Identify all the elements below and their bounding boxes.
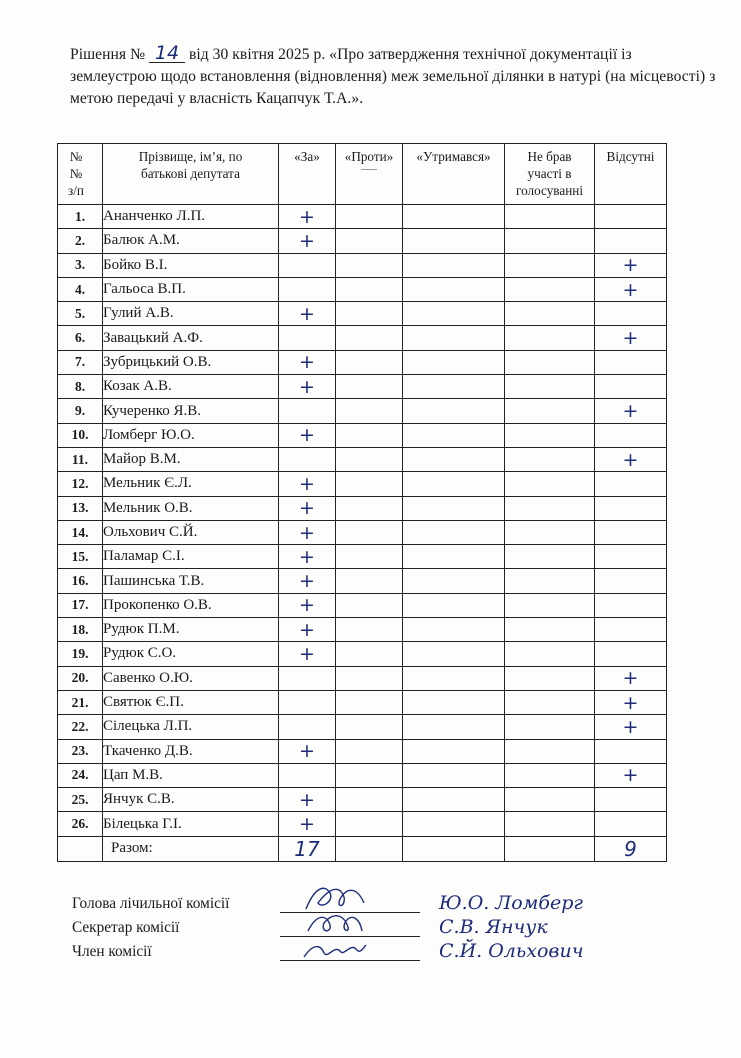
- row-number: 19.: [58, 642, 103, 666]
- row-number: 26.: [58, 812, 103, 836]
- vote-against: [336, 472, 403, 496]
- vote-for: +: [279, 593, 336, 617]
- vote-not-voting: [505, 205, 595, 229]
- vote-abstain: [403, 205, 505, 229]
- deputy-name: Рудюк П.М.: [103, 618, 279, 642]
- total-absent: 9: [595, 836, 667, 861]
- deputy-name: Янчук С.В.: [103, 788, 279, 812]
- row-number: 12.: [58, 472, 103, 496]
- row-number: 2.: [58, 229, 103, 253]
- vote-not-voting: [505, 472, 595, 496]
- vote-abstain: [403, 229, 505, 253]
- table-row: [58, 812, 667, 836]
- deputy-name: Савенко О.Ю.: [103, 666, 279, 690]
- vote-absent: +: [595, 666, 667, 690]
- vote-for: [279, 715, 336, 739]
- vote-not-voting: [505, 520, 595, 544]
- vote-not-voting: [505, 496, 595, 520]
- vote-abstain: [403, 302, 505, 326]
- vote-against: [336, 350, 403, 374]
- vote-for: +: [279, 812, 336, 836]
- vote-absent: [595, 739, 667, 763]
- deputy-name: Пашинська Т.В.: [103, 569, 279, 593]
- vote-against: [336, 593, 403, 617]
- vote-absent: +: [595, 253, 667, 277]
- total-for: 17: [279, 836, 336, 861]
- vote-against: [336, 496, 403, 520]
- vote-for: [279, 690, 336, 714]
- vote-against: [336, 253, 403, 277]
- table-row: [58, 593, 667, 617]
- table-row: [58, 472, 667, 496]
- vote-for: +: [279, 496, 336, 520]
- vote-absent: [595, 593, 667, 617]
- vote-not-voting: [505, 423, 595, 447]
- vote-not-voting: [505, 447, 595, 471]
- vote-abstain: [403, 423, 505, 447]
- deputy-name: Гальоса В.П.: [103, 277, 279, 301]
- vote-against: [336, 447, 403, 471]
- handwritten-signature: [300, 927, 370, 967]
- vote-for: +: [279, 739, 336, 763]
- deputy-name: Майор В.М.: [103, 447, 279, 471]
- table-row: [58, 545, 667, 569]
- row-number: 4.: [58, 277, 103, 301]
- vote-not-voting: [505, 375, 595, 399]
- vote-not-voting: [505, 715, 595, 739]
- vote-for: +: [279, 545, 336, 569]
- vote-absent: [595, 375, 667, 399]
- vote-abstain: [403, 763, 505, 787]
- vote-abstain: [403, 666, 505, 690]
- vote-absent: [595, 229, 667, 253]
- deputy-name: Рудюк С.О.: [103, 642, 279, 666]
- header-for: «За»: [279, 144, 336, 205]
- vote-for: +: [279, 788, 336, 812]
- vote-not-voting: [505, 642, 595, 666]
- vote-absent: [595, 788, 667, 812]
- signature-name: Ю.О. Ломберг: [439, 892, 584, 914]
- vote-absent: [595, 496, 667, 520]
- vote-abstain: [403, 472, 505, 496]
- vote-abstain: [403, 593, 505, 617]
- row-number: 21.: [58, 690, 103, 714]
- vote-for: [279, 666, 336, 690]
- row-number: 9.: [58, 399, 103, 423]
- vote-not-voting: [505, 666, 595, 690]
- vote-abstain: [403, 618, 505, 642]
- vote-not-voting: [505, 690, 595, 714]
- table-row: [58, 229, 667, 253]
- signature-row: [72, 941, 712, 965]
- table-row: [58, 350, 667, 374]
- vote-absent: [595, 642, 667, 666]
- vote-absent: +: [595, 277, 667, 301]
- vote-absent: [595, 472, 667, 496]
- vote-absent: [595, 520, 667, 544]
- vote-for: +: [279, 618, 336, 642]
- row-number: 17.: [58, 593, 103, 617]
- row-number: 1.: [58, 205, 103, 229]
- vote-absent: [595, 205, 667, 229]
- vote-abstain: [403, 569, 505, 593]
- table-row: [58, 205, 667, 229]
- decision-prefix: Рішення №: [70, 46, 146, 63]
- vote-absent: [595, 569, 667, 593]
- vote-not-voting: [505, 399, 595, 423]
- row-number: 8.: [58, 375, 103, 399]
- vote-not-voting: [505, 350, 595, 374]
- vote-for: +: [279, 375, 336, 399]
- vote-absent: +: [595, 447, 667, 471]
- header-absent: Відсутні: [595, 144, 667, 205]
- signature-row: [72, 893, 712, 917]
- vote-for: [279, 253, 336, 277]
- voting-table: [57, 143, 667, 862]
- deputy-name: Балюк А.М.: [103, 229, 279, 253]
- vote-for: +: [279, 229, 336, 253]
- deputy-name: Кучеренко Я.В.: [103, 399, 279, 423]
- vote-against: [336, 423, 403, 447]
- table-row: [58, 375, 667, 399]
- deputy-name: Паламар С.І.: [103, 545, 279, 569]
- vote-against: [336, 763, 403, 787]
- vote-not-voting: [505, 788, 595, 812]
- vote-against: [336, 375, 403, 399]
- vote-against: [336, 788, 403, 812]
- table-header-row: [58, 144, 667, 205]
- deputy-name: Святюк Є.П.: [103, 690, 279, 714]
- row-number: 16.: [58, 569, 103, 593]
- table-row: [58, 739, 667, 763]
- table-row: [58, 423, 667, 447]
- header-num: №№ з/п: [58, 144, 103, 205]
- vote-absent: +: [595, 763, 667, 787]
- decision-title: [70, 44, 720, 110]
- row-number: 15.: [58, 545, 103, 569]
- vote-for: [279, 399, 336, 423]
- header-not-voting: Не брав участі в голосуванні: [505, 144, 595, 205]
- row-number: 7.: [58, 350, 103, 374]
- vote-not-voting: [505, 326, 595, 350]
- signature-role: Член комісії: [72, 943, 152, 960]
- vote-for: +: [279, 520, 336, 544]
- vote-abstain: [403, 375, 505, 399]
- table-row: [58, 277, 667, 301]
- vote-against: [336, 302, 403, 326]
- vote-against: [336, 618, 403, 642]
- vote-absent: [595, 618, 667, 642]
- vote-abstain: [403, 277, 505, 301]
- vote-not-voting: [505, 618, 595, 642]
- header-against: [336, 144, 403, 205]
- vote-for: +: [279, 423, 336, 447]
- vote-absent: [595, 423, 667, 447]
- vote-abstain: [403, 326, 505, 350]
- row-number: 20.: [58, 666, 103, 690]
- signature-role: Секретар комісії: [72, 919, 180, 936]
- header-abstain: «Утримався»: [403, 144, 505, 205]
- deputy-name: Сілецька Л.П.: [103, 715, 279, 739]
- deputy-name: Козак А.В.: [103, 375, 279, 399]
- vote-for: [279, 326, 336, 350]
- table-row: [58, 642, 667, 666]
- vote-not-voting: [505, 229, 595, 253]
- deputy-name: Ткаченко Д.В.: [103, 739, 279, 763]
- vote-abstain: [403, 447, 505, 471]
- signature-name: С.В. Янчук: [439, 916, 548, 938]
- table-row: [58, 569, 667, 593]
- vote-abstain: [403, 642, 505, 666]
- decision-number: 14: [149, 44, 185, 63]
- vote-for: [279, 763, 336, 787]
- vote-against: [336, 569, 403, 593]
- vote-absent: [595, 545, 667, 569]
- vote-abstain: [403, 739, 505, 763]
- row-number: 22.: [58, 715, 103, 739]
- row-number: 5.: [58, 302, 103, 326]
- decision-text: від 30 квітня 2025 р. «Про затвердження технічної документації із землеустрою щодо встановлення (відновлення) меж земельної ділянки в натурі (на місцевості) з метою передачі у власність Кацапчук Т.А.».: [70, 46, 716, 107]
- vote-against: [336, 399, 403, 423]
- vote-against: [336, 326, 403, 350]
- vote-abstain: [403, 520, 505, 544]
- table-row: [58, 253, 667, 277]
- vote-not-voting: [505, 302, 595, 326]
- deputy-name: Ольхович С.Й.: [103, 520, 279, 544]
- vote-absent: +: [595, 715, 667, 739]
- vote-for: +: [279, 205, 336, 229]
- vote-for: +: [279, 642, 336, 666]
- vote-against: [336, 229, 403, 253]
- deputy-name: Білецька Г.І.: [103, 812, 279, 836]
- vote-abstain: [403, 788, 505, 812]
- vote-for: +: [279, 472, 336, 496]
- table-row: [58, 326, 667, 350]
- vote-absent: +: [595, 690, 667, 714]
- deputy-name: Цап М.В.: [103, 763, 279, 787]
- vote-abstain: [403, 690, 505, 714]
- table-row: [58, 763, 667, 787]
- table-row: [58, 618, 667, 642]
- table-row: [58, 302, 667, 326]
- vote-abstain: [403, 812, 505, 836]
- row-number: 25.: [58, 788, 103, 812]
- vote-abstain: [403, 399, 505, 423]
- against-dash: [361, 169, 377, 170]
- table-row: [58, 788, 667, 812]
- deputy-name: Мельник Є.Л.: [103, 472, 279, 496]
- vote-not-voting: [505, 763, 595, 787]
- vote-absent: +: [595, 399, 667, 423]
- row-number: 14.: [58, 520, 103, 544]
- deputy-name: Гулий А.В.: [103, 302, 279, 326]
- vote-absent: [595, 302, 667, 326]
- vote-abstain: [403, 350, 505, 374]
- vote-absent: [595, 350, 667, 374]
- total-label: Разом:: [103, 836, 279, 861]
- deputy-name: Ананченко Л.П.: [103, 205, 279, 229]
- vote-absent: [595, 812, 667, 836]
- vote-for: [279, 447, 336, 471]
- vote-abstain: [403, 253, 505, 277]
- table-row: [58, 666, 667, 690]
- table-row: [58, 690, 667, 714]
- vote-for: [279, 277, 336, 301]
- vote-against: [336, 715, 403, 739]
- header-name: Прізвище, ім’я, по батькові депутата: [103, 144, 279, 205]
- row-number: 11.: [58, 447, 103, 471]
- row-number: 24.: [58, 763, 103, 787]
- vote-against: [336, 690, 403, 714]
- row-number: 13.: [58, 496, 103, 520]
- row-number: 6.: [58, 326, 103, 350]
- table-row: [58, 715, 667, 739]
- deputy-name: Бойко В.І.: [103, 253, 279, 277]
- vote-against: [336, 520, 403, 544]
- vote-against: [336, 666, 403, 690]
- table-row: [58, 399, 667, 423]
- vote-for: +: [279, 569, 336, 593]
- row-number: 3.: [58, 253, 103, 277]
- table-row: [58, 447, 667, 471]
- deputy-name: Ломберг Ю.О.: [103, 423, 279, 447]
- table-row: [58, 496, 667, 520]
- total-row: [58, 836, 667, 861]
- header-against-label: «Проти»: [344, 149, 394, 164]
- row-number: 18.: [58, 618, 103, 642]
- vote-not-voting: [505, 593, 595, 617]
- vote-against: [336, 642, 403, 666]
- vote-against: [336, 812, 403, 836]
- vote-not-voting: [505, 545, 595, 569]
- deputy-name: Завацький А.Ф.: [103, 326, 279, 350]
- row-number: 23.: [58, 739, 103, 763]
- row-number: 10.: [58, 423, 103, 447]
- signature-row: [72, 917, 712, 941]
- vote-abstain: [403, 545, 505, 569]
- vote-against: [336, 277, 403, 301]
- vote-abstain: [403, 715, 505, 739]
- vote-not-voting: [505, 277, 595, 301]
- vote-not-voting: [505, 812, 595, 836]
- vote-for: +: [279, 350, 336, 374]
- deputy-name: Мельник О.В.: [103, 496, 279, 520]
- vote-not-voting: [505, 569, 595, 593]
- vote-for: +: [279, 302, 336, 326]
- signature-block: [72, 893, 712, 965]
- deputy-name: Прокопенко О.В.: [103, 593, 279, 617]
- vote-against: [336, 205, 403, 229]
- table-row: [58, 520, 667, 544]
- vote-abstain: [403, 496, 505, 520]
- deputy-name: Зубрицький О.В.: [103, 350, 279, 374]
- signature-role: Голова лічильної комісії: [72, 895, 230, 912]
- vote-against: [336, 739, 403, 763]
- vote-absent: +: [595, 326, 667, 350]
- vote-not-voting: [505, 253, 595, 277]
- vote-against: [336, 545, 403, 569]
- signature-name: С.Й. Ольхович: [439, 940, 584, 962]
- vote-not-voting: [505, 739, 595, 763]
- table-body: [58, 205, 667, 837]
